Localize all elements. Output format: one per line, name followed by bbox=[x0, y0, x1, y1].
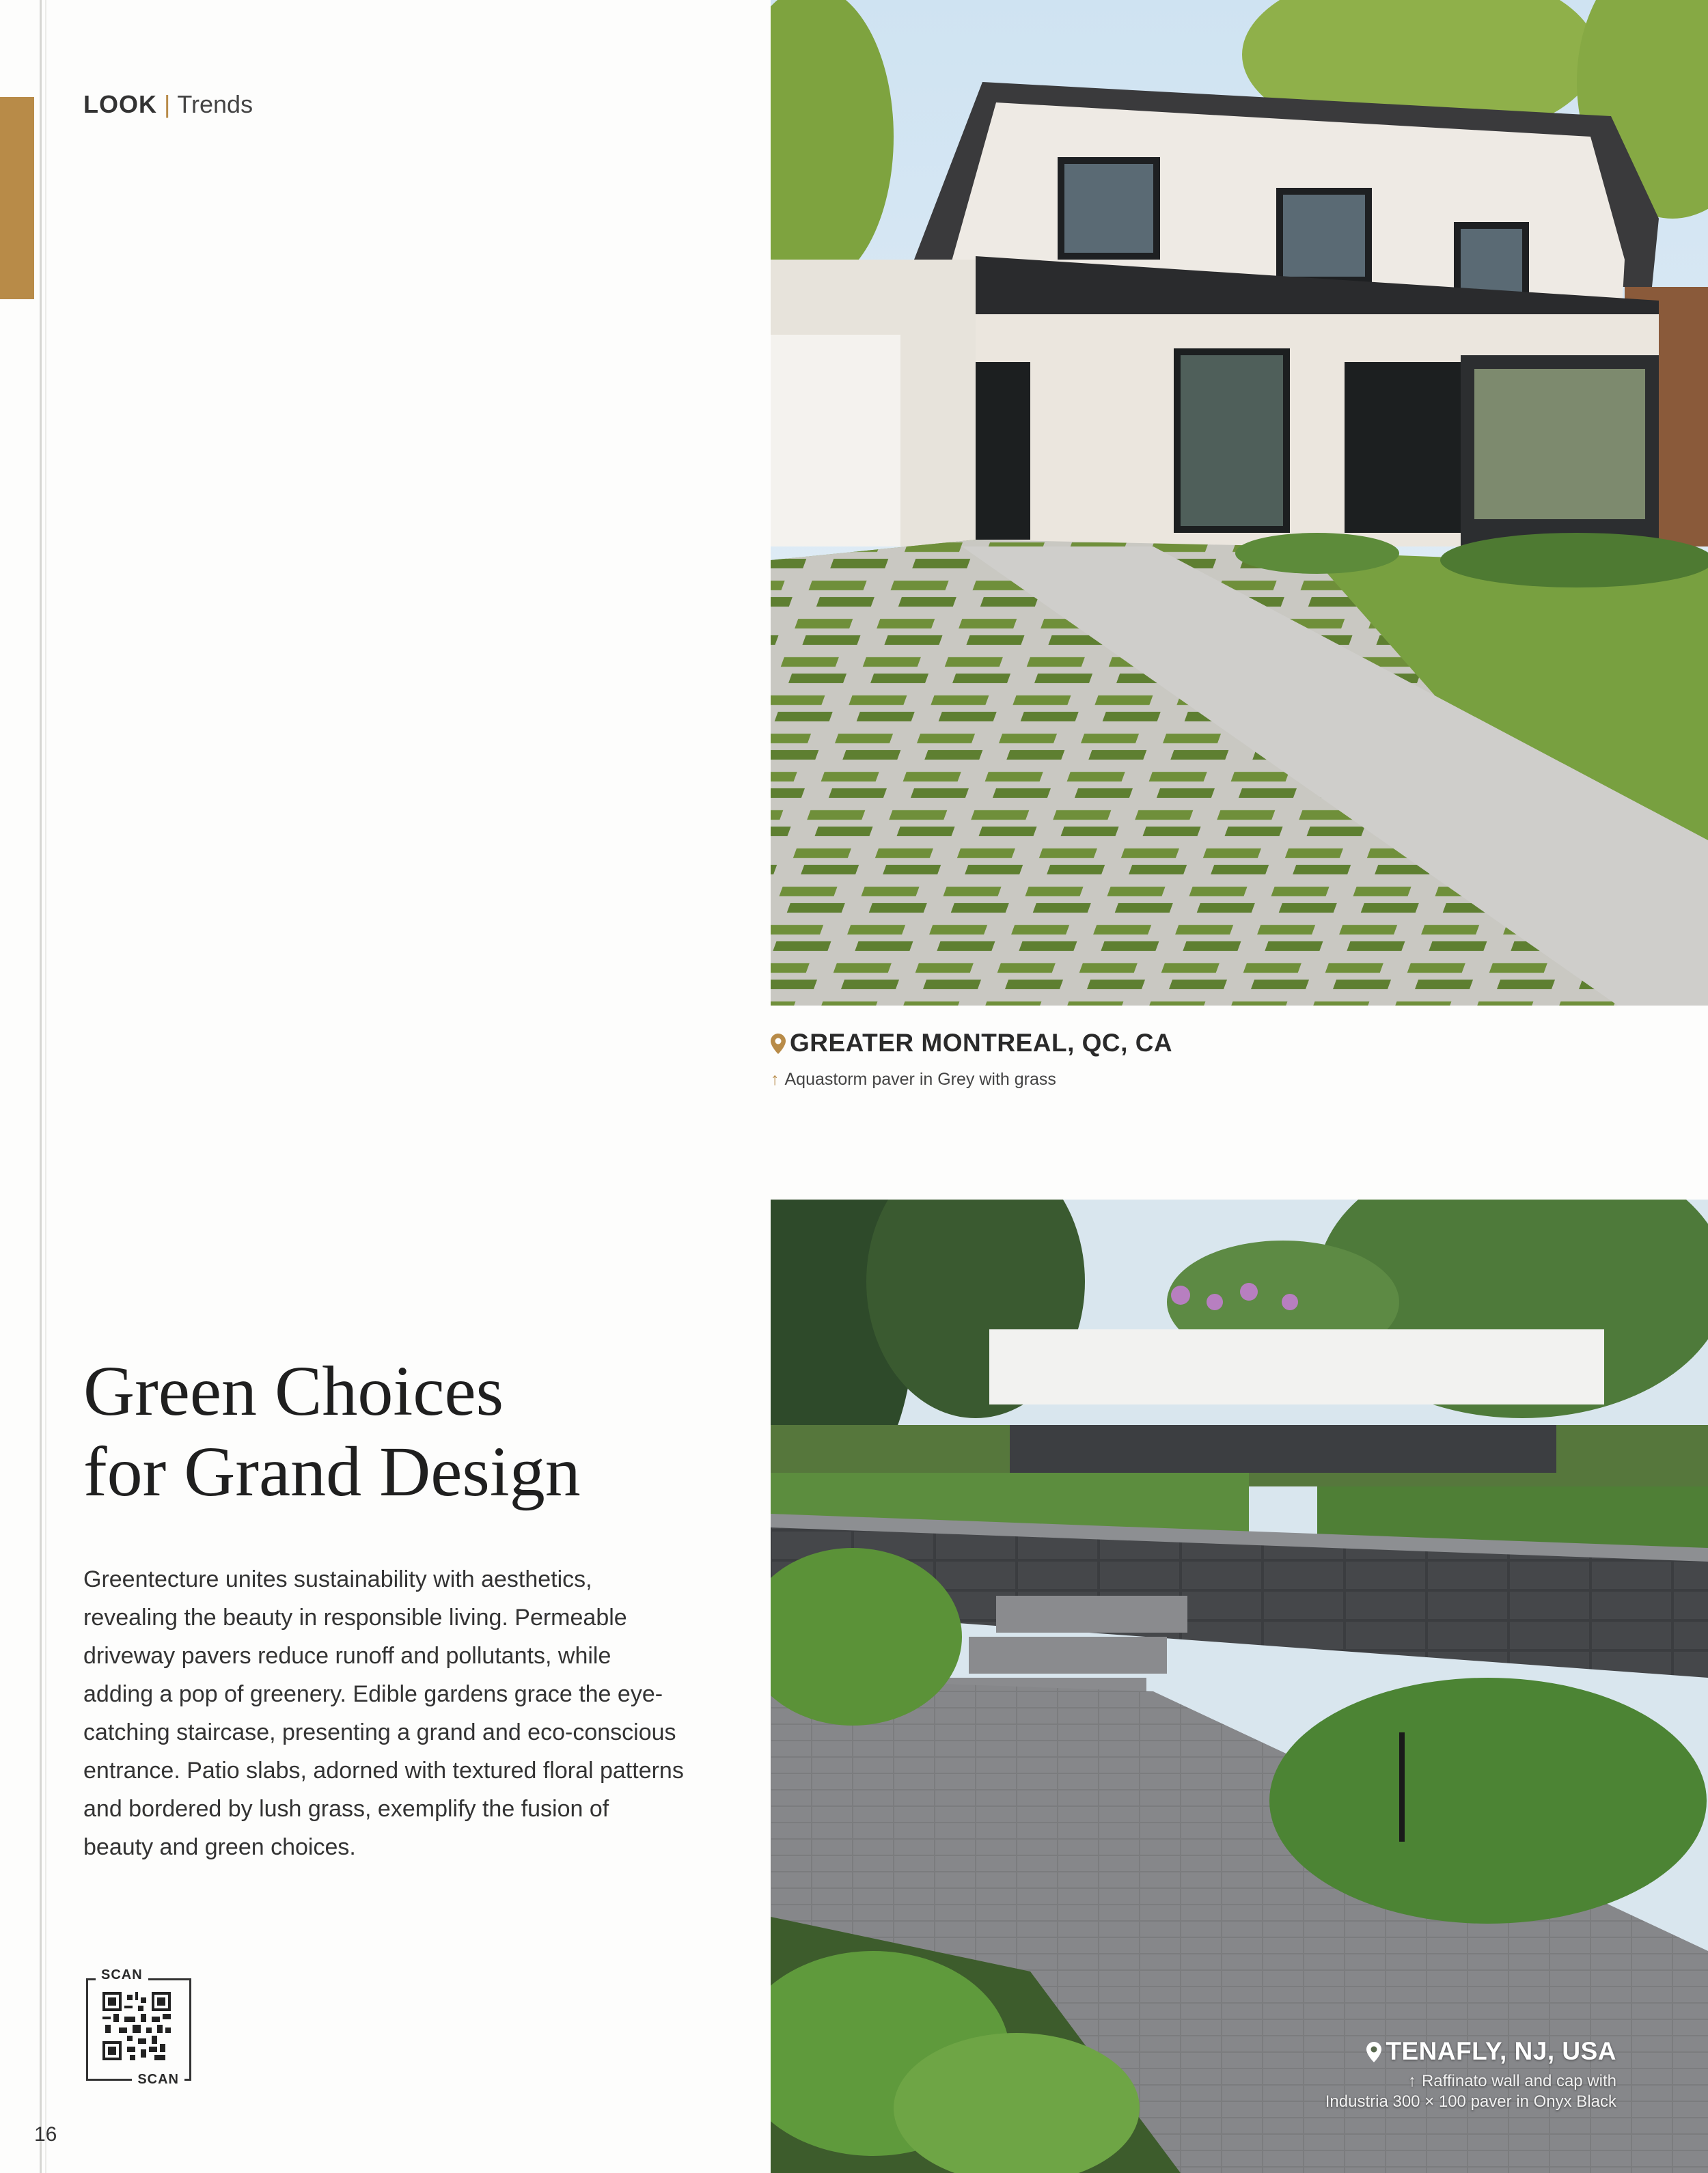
gutter-line-inner bbox=[45, 0, 46, 2173]
photo2-location-text: TENAFLY, NJ, USA bbox=[1386, 2037, 1616, 2065]
map-pin-icon bbox=[771, 1032, 786, 1060]
article-headline bbox=[83, 1351, 767, 1512]
photo1-caption-text: Aquastorm paver in Grey with grass bbox=[784, 1070, 1056, 1089]
photo2-caption bbox=[1138, 2071, 1616, 2112]
section-sub: Trends bbox=[177, 90, 253, 118]
qr-scan-block[interactable] bbox=[82, 1967, 191, 2088]
qr-code-icon[interactable] bbox=[102, 1992, 171, 2060]
qr-scan-label-bottom: SCAN bbox=[132, 2072, 184, 2088]
arrow-up-icon: ↑ bbox=[1407, 2072, 1416, 2090]
section-label bbox=[83, 90, 253, 119]
gutter-line bbox=[40, 0, 42, 2173]
section-separator: | bbox=[164, 90, 171, 118]
section-tab-accent bbox=[0, 97, 34, 299]
photo1-caption bbox=[771, 1070, 1056, 1090]
photo2-caption-line1: Raffinato wall and cap with bbox=[1421, 2072, 1616, 2090]
garden-staircase-photo bbox=[771, 1200, 1708, 2173]
qr-scan-label-top: SCAN bbox=[96, 1967, 148, 1983]
arrow-up-icon: ↑ bbox=[771, 1070, 780, 1089]
photo2-caption-line2: Industria 300 × 100 paver in Onyx Black bbox=[1325, 2092, 1616, 2111]
headline-line2: for Grand Design bbox=[83, 1432, 581, 1511]
article-body: Greentecture unites sustainability with aesthetics, revealing the beauty in responsible living. Permeable driveway pavers reduce runoff and pollutants, while adding a pop of greenery. Edible gardens grace the eye-catching staircase, presenting a grand and eco-conscious entrance. Patio slabs, adorned with textured floral patterns and bordered by lush grass, exemplify the fusion of beauty and green choices. bbox=[83, 1566, 684, 1860]
section-main: LOOK bbox=[83, 90, 157, 118]
photo2-location bbox=[1366, 2037, 1616, 2068]
page-number: 16 bbox=[34, 2123, 57, 2146]
headline-line1: Green Choices bbox=[83, 1352, 504, 1430]
driveway-photo bbox=[771, 0, 1708, 1006]
photo1-location-text: GREATER MONTREAL, QC, CA bbox=[790, 1029, 1173, 1057]
map-pin-icon bbox=[1366, 2040, 1381, 2068]
photo1-location bbox=[771, 1029, 1172, 1060]
